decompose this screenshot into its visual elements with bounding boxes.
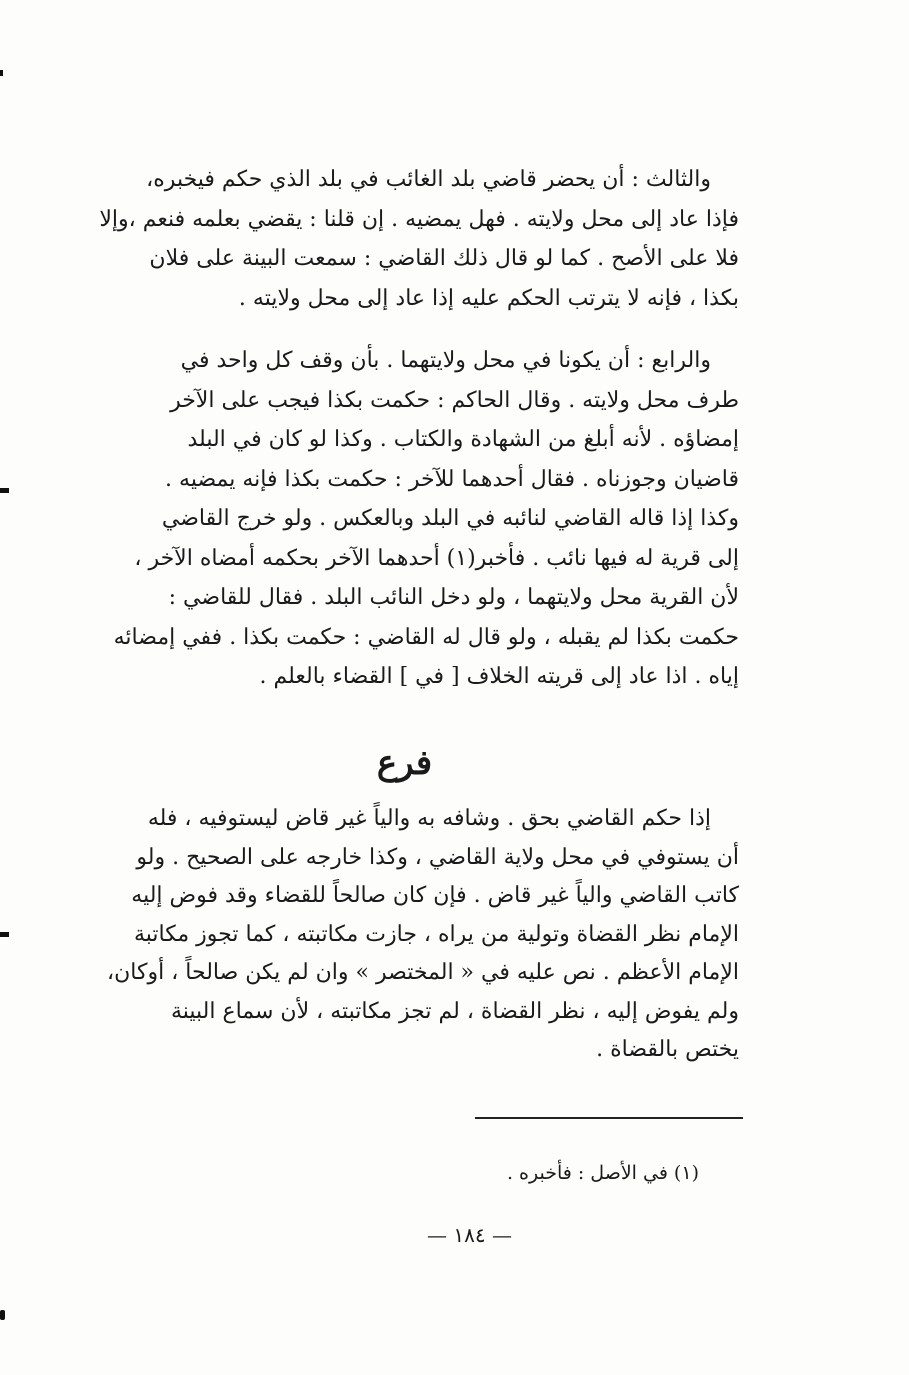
text-line: إمضاؤه . لأنه أبلغ من الشهادة والكتاب . وكذا لو كان في البلد [187,427,739,452]
page-number: — ١٨٤ — [427,1223,512,1247]
text-line: حكمت بكذا لم يقبله ، ولو قال له القاضي : حكمت بكذا . ففي إمضائه [113,624,739,650]
footnote-divider [475,1117,743,1119]
section-heading: فرع [376,743,433,783]
text-line: وكذا إذا قاله القاضي لنائبه في البلد وبالعكس . ولو خرج القاضي [161,506,739,531]
text-line: كاتب القاضي والياً غير قاض . فإن كان صالحاً للقضاء وقد فوض إليه [131,883,739,908]
text-line: قاضيان وجوزناه . فقال أحدهما للآخر : حكمت بكذا فإنه يمضيه . [165,466,739,492]
text-line: يختص بالقضاة . [596,1037,739,1062]
scan-edge-mark [0,1310,5,1320]
scan-edge-mark [0,488,9,493]
text-line: أن يستوفي في محل ولاية القاضي ، وكذا خارجه على الصحيح . ولو [136,844,739,870]
paragraph-fourth-condition [79,341,739,697]
footnote: (١) في الأصل : فأخبره . [506,1162,699,1184]
text-line: الإمام الأعظم . نص عليه في « المختصر » وان لم يكن صالحاً ، أوكان، [107,960,739,985]
scan-edge-mark [0,932,9,937]
text-line: ولم يفوض إليه ، نظر القضاة ، لم تجز مكاتبته ، لأن سماع البينة [170,998,739,1024]
text-line: فإذا عاد إلى محل ولايته . فهل يمضيه . إن قلنا : يقضي بعلمه فنعم ،وإلا [99,206,739,232]
text-line: فلا على الأصح . كما لو قال ذلك القاضي : سمعت البينة على فلان [149,246,739,271]
text-line: والرابع : أن يكونا في محل ولايتهما . بأن وقف كل واحد في [180,348,711,373]
paragraph-branch [79,800,739,1070]
paragraph-third-condition [79,160,739,318]
text-line: إياه . اذا عاد إلى قريته الخلاف [ في ] القضاء بالعلم . [259,664,739,689]
text-line: طرف محل ولايته . وقال الحاكم : حكمت بكذا فيجب على الآخر [170,387,739,413]
text-line: والثالث : أن يحضر قاضي بلد الغائب في بلد الذي حكم فيخبره، [146,167,711,192]
text-line: الإمام نظر القضاة وتولية من يراه ، جازت مكاتبته ، كما تجوز مكاتبة [134,921,739,947]
scan-edge-mark [0,70,3,76]
text-line: إذا حكم القاضي بحق . وشافه به والياً غير قاض ليستوفيه ، فله [147,806,711,831]
text-line: إلى قرية له فيها نائب . فأخبر(١) أحدهما الآخر بحكمه أمضاه الآخر ، [134,545,739,571]
text-line: لأن القرية محل ولايتهما ، ولو دخل النائب البلد . فقال للقاضي : [168,585,739,610]
text-line: بكذا ، فإنه لا يترتب الحكم عليه إذا عاد إلى محل ولايته . [238,285,739,311]
